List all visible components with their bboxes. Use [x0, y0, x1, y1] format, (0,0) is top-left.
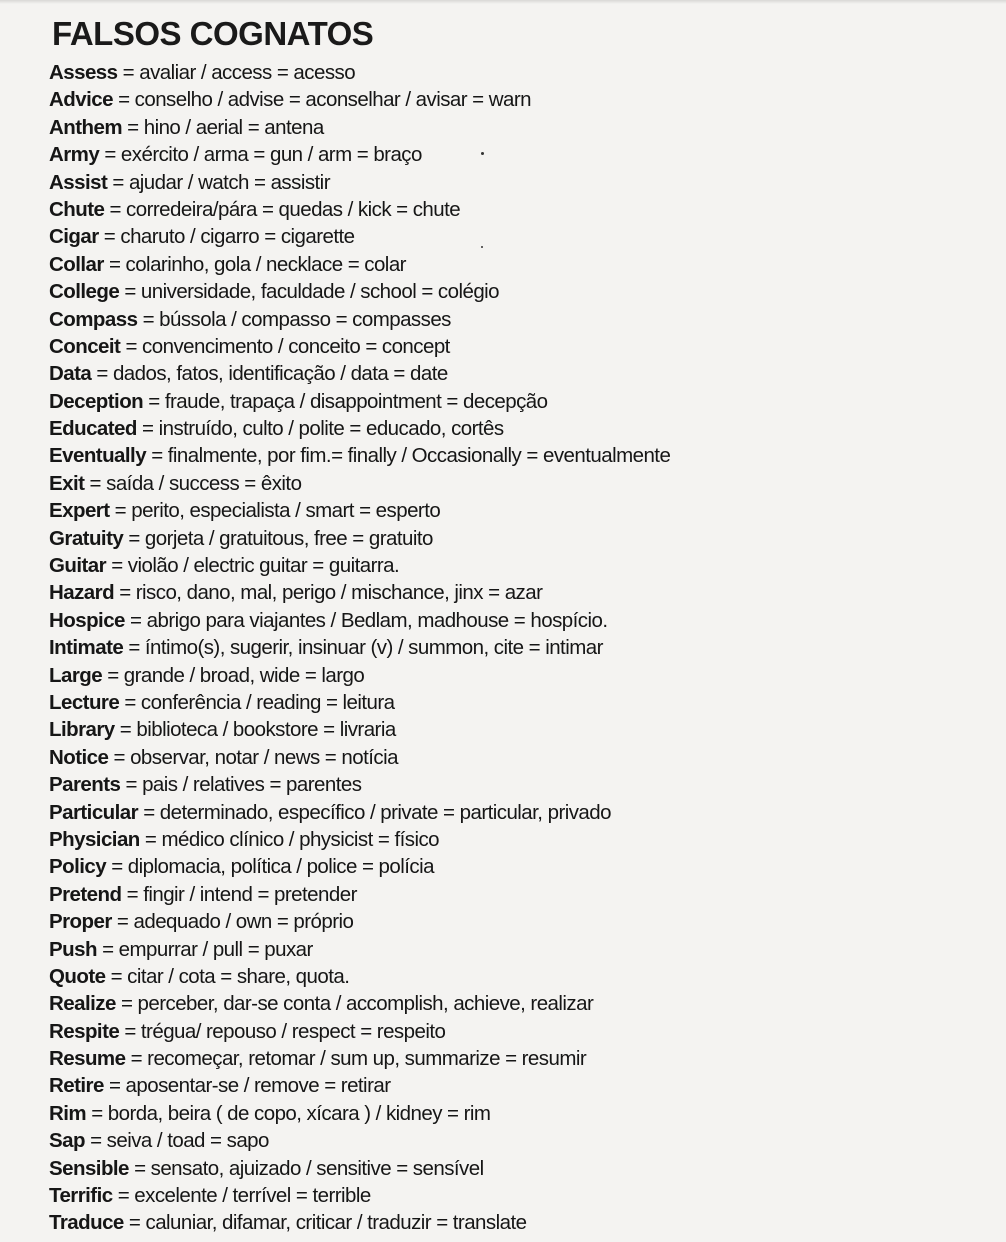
list-item — [49, 388, 989, 415]
list-item — [49, 1209, 989, 1236]
entry-definition: = finalmente, por fim.= finally / Occasionally = eventualmente — [146, 444, 671, 468]
entry-term: Exit — [49, 471, 85, 495]
entry-definition: = grande / broad, wide = largo — [102, 663, 365, 687]
entry-term: Deception — [49, 389, 144, 413]
entry-definition: = hino / aerial = antena — [122, 115, 324, 139]
list-item — [49, 716, 989, 743]
list-item — [49, 169, 989, 196]
print-speck — [481, 246, 483, 248]
list-item — [49, 579, 989, 606]
entry-term: Large — [49, 663, 103, 687]
entry-definition: = gorjeta / gratuitous, free = gratuito — [123, 526, 433, 550]
list-item — [49, 881, 989, 908]
list-item — [49, 59, 989, 86]
entry-definition: = fingir / intend = pretender — [121, 882, 357, 906]
list-item — [49, 251, 989, 278]
list-item — [49, 86, 989, 113]
entry-term: Lecture — [49, 690, 120, 714]
entry-term: Retire — [49, 1074, 104, 1098]
list-item — [49, 1182, 989, 1209]
entry-term: Advice — [49, 88, 113, 112]
entry-definition: = fraude, trapaça / disappointment = decepção — [143, 389, 548, 413]
list-item — [49, 415, 989, 442]
entry-term: Sensible — [49, 1156, 129, 1180]
list-item — [49, 1100, 989, 1127]
list-item — [49, 963, 989, 990]
list-item — [49, 333, 989, 360]
entry-definition: = borda, beira ( de copo, xícara ) / kidney = rim — [86, 1101, 491, 1125]
entry-definition: = perito, especialista / smart = esperto — [109, 499, 441, 523]
entry-term: Expert — [49, 499, 110, 523]
list-item — [49, 1018, 989, 1045]
entry-term: Hazard — [49, 581, 115, 605]
entry-definition: = risco, dano, mal, perigo / mischance, jinx = azar — [114, 581, 543, 605]
list-item — [49, 799, 989, 826]
page-top-edge — [0, 0, 1006, 4]
list-item — [49, 771, 989, 798]
entry-definition: = conferência / reading = leitura — [119, 690, 395, 714]
entry-definition: = convencimento / conceito = concept — [120, 334, 450, 358]
entry-term: Library — [49, 718, 115, 742]
entry-definition: = conselho / advise = aconselhar / avisar = warn — [112, 88, 531, 112]
list-item — [49, 360, 989, 387]
entry-term: Cigar — [49, 225, 99, 249]
entry-term: College — [49, 280, 120, 304]
entry-term: Realize — [49, 992, 116, 1016]
entry-definition: = ajudar / watch = assistir — [107, 170, 330, 194]
entry-term: Physician — [49, 827, 140, 851]
entry-definition: = excelente / terrível = terrible — [112, 1184, 371, 1208]
list-item — [49, 223, 989, 250]
entry-definition: = violão / electric guitar = guitarra. — [106, 554, 400, 578]
list-item — [49, 689, 989, 716]
list-item — [49, 908, 989, 935]
entry-definition: = charuto / cigarro = cigarette — [98, 225, 355, 249]
entry-term: Resume — [49, 1047, 126, 1071]
entry-term: Respite — [49, 1019, 120, 1043]
list-item — [49, 936, 989, 963]
page-title: FALSOS COGNATOS — [52, 15, 374, 52]
list-item — [49, 662, 989, 689]
entry-definition: = abrigo para viajantes / Bedlam, madhouse = hospício. — [124, 608, 608, 632]
entry-term: Educated — [49, 417, 137, 441]
list-item — [49, 497, 989, 524]
entry-term: Quote — [49, 964, 106, 988]
entry-term: Particular — [49, 800, 139, 824]
entry-definition: = adequado / own = próprio — [111, 910, 354, 934]
list-item — [49, 141, 989, 168]
entry-term: Sap — [49, 1129, 85, 1153]
entry-term: Data — [49, 362, 92, 386]
entry-definition: = íntimo(s), sugerir, insinuar (v) / summon, cite = intimar — [123, 636, 603, 660]
list-item — [49, 442, 989, 469]
entry-term: Rim — [49, 1101, 87, 1125]
entry-term: Anthem — [49, 115, 123, 139]
entry-definition: = citar / cota = share, quota. — [105, 964, 350, 988]
list-item — [49, 853, 989, 880]
entry-definition: = recomeçar, retomar / sum up, summarize = resumir — [125, 1047, 587, 1071]
entry-term: Proper — [49, 910, 112, 934]
entry-definition: = determinado, específico / private = particular, privado — [138, 800, 611, 824]
entry-term: Hospice — [49, 608, 125, 632]
entry-term: Parents — [49, 773, 121, 797]
list-item — [49, 306, 989, 333]
entry-term: Traduce — [49, 1211, 124, 1235]
list-item — [49, 196, 989, 223]
entry-term: Conceit — [49, 334, 121, 358]
entry-term: Guitar — [49, 554, 107, 578]
entry-definition: = diplomacia, política / police = polícia — [106, 855, 434, 879]
entry-definition: = empurrar / pull = puxar — [96, 937, 313, 961]
list-item — [49, 744, 989, 771]
list-item — [49, 525, 989, 552]
entry-definition: = perceber, dar-se conta / accomplish, achieve, realizar — [115, 992, 594, 1016]
entry-term: Assist — [49, 170, 108, 194]
entry-definition: = médico clínico / physicist = físico — [139, 827, 440, 851]
entry-term: Gratuity — [49, 526, 124, 550]
false-cognates-list — [49, 59, 989, 1237]
list-item — [49, 990, 989, 1017]
list-item — [49, 552, 989, 579]
list-item — [49, 1045, 989, 1072]
entry-term: Intimate — [49, 636, 124, 660]
list-item — [49, 1155, 989, 1182]
print-speck — [481, 152, 484, 155]
entry-term: Eventually — [49, 444, 147, 468]
entry-term: Notice — [49, 745, 109, 769]
entry-definition: = observar, notar / news = notícia — [108, 745, 398, 769]
list-item — [49, 826, 989, 853]
list-item — [49, 114, 989, 141]
entry-term: Pretend — [49, 882, 122, 906]
entry-definition: = avaliar / access = acesso — [117, 61, 356, 84]
entry-definition: = seiva / toad = sapo — [84, 1129, 269, 1153]
entry-term: Terrific — [49, 1184, 113, 1208]
entry-definition: = exército / arma = gun / arm = braço — [99, 143, 422, 167]
list-item — [49, 607, 989, 634]
list-item — [49, 470, 989, 497]
entry-definition: = bússola / compasso = compasses — [137, 307, 451, 331]
entry-term: Compass — [49, 307, 138, 331]
entry-definition: = trégua/ repouso / respect = respeito — [119, 1019, 446, 1043]
entry-definition: = universidade, faculdade / school = colégio — [119, 280, 500, 304]
entry-definition: = biblioteca / bookstore = livraria — [114, 718, 396, 742]
entry-definition: = caluniar, difamar, criticar / traduzir = translate — [123, 1211, 527, 1235]
list-item — [49, 634, 989, 661]
entry-term: Push — [49, 937, 97, 961]
entry-definition: = saída / success = êxito — [84, 471, 302, 495]
entry-term: Collar — [49, 252, 104, 276]
entry-term: Army — [49, 143, 100, 167]
entry-term: Assess — [49, 61, 118, 84]
entry-definition: = aposentar-se / remove = retirar — [103, 1074, 391, 1098]
list-item — [49, 278, 989, 305]
entry-definition: = dados, fatos, identificação / data = date — [91, 362, 448, 386]
entry-definition: = colarinho, gola / necklace = colar — [103, 252, 406, 276]
entry-definition: = instruído, culto / polite = educado, cortês — [136, 417, 504, 441]
list-item — [49, 1072, 989, 1099]
entry-definition: = pais / relatives = parentes — [120, 773, 362, 797]
entry-definition: = corredeira/pára = quedas / kick = chute — [104, 197, 461, 221]
entry-term: Policy — [49, 855, 107, 879]
entry-definition: = sensato, ajuizado / sensitive = sensível — [128, 1156, 484, 1180]
list-item — [49, 1127, 989, 1154]
entry-term: Chute — [49, 197, 105, 221]
